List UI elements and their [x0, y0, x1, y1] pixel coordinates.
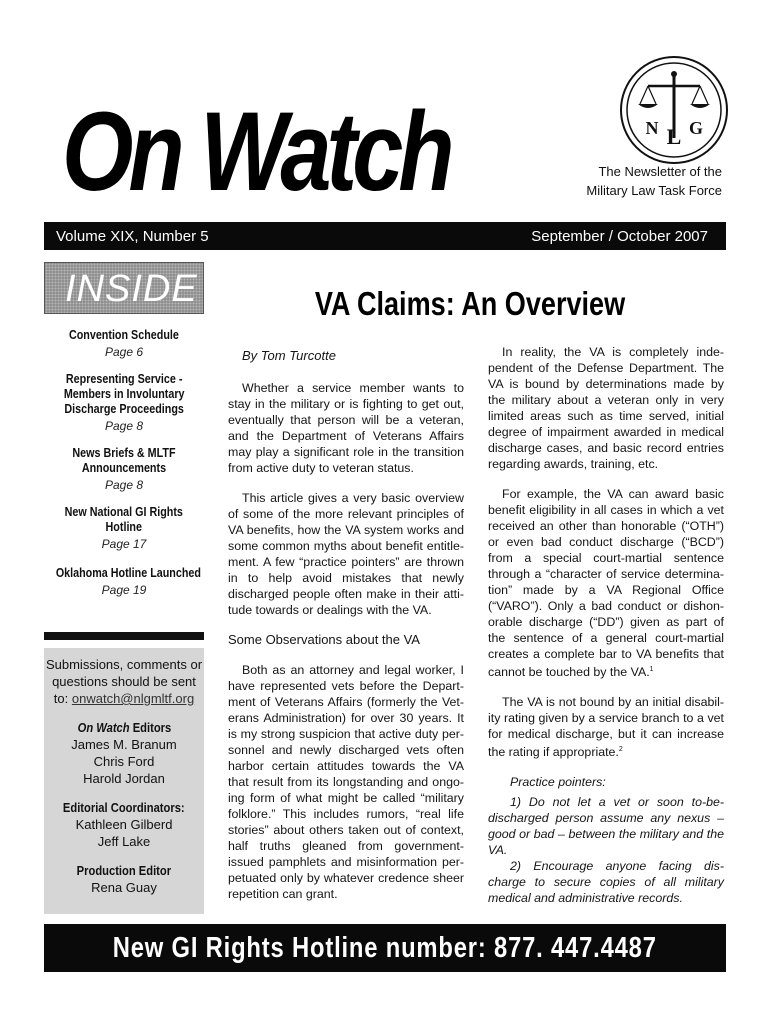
practice-pointer: 1) Do not let a vet or soon to-be-discharged person assume any nexus – good or bad – between the military and the VA. [488, 795, 724, 858]
volume-bar [44, 222, 726, 250]
toc-page: Page 19 [101, 583, 147, 597]
issue-date: September / October 2007 [531, 227, 708, 245]
toc-title [64, 372, 185, 417]
toc-page: Page 8 [104, 419, 144, 433]
production-name: Rena Guay [91, 880, 157, 895]
article-headline: VA Claims: An Overview [314, 285, 626, 322]
editors-heading-italic: On Watch [77, 720, 130, 735]
editor-name: James M. Branum [71, 737, 177, 752]
toc-title [72, 446, 175, 476]
toc-item-news-briefs[interactable] [44, 446, 204, 493]
tagline-line-1: The Newsletter of the [598, 164, 722, 179]
table-of-contents [44, 326, 204, 610]
toc-title: Convention Schedule [69, 328, 179, 342]
editor-name: Chris Ford [93, 754, 155, 769]
editors-heading [77, 719, 171, 736]
nlg-scales-logo-icon [618, 54, 730, 166]
toc-title: Oklahoma Hotline Launched [55, 566, 201, 580]
hotline-text: New GI Rights Hotline number: 877. 447.4487 [112, 932, 658, 964]
contact-box [44, 648, 204, 914]
contact-prefix: to: [53, 691, 72, 706]
toc-title-line: Representing Service - [65, 372, 183, 386]
toc-title [65, 505, 183, 535]
editor-name: Harold Jordan [83, 771, 165, 786]
toc-item-oklahoma[interactable] [44, 564, 204, 598]
svg-text:L: L [666, 124, 682, 149]
sidebar [44, 258, 204, 914]
production-heading: Production Editor [76, 863, 172, 878]
hotline-banner [44, 924, 726, 972]
toc-title-line: Announcements [81, 461, 167, 475]
paragraph-text: For example, the VA can award basic benefit eligibility in all cases in which a vet received an other than honorable (“OTH”) or even bad conduct discharge (“BCD”) from a special court-martial sentence through a “character of service determina-tion” made by a VA Regional Office (“VARO”). Only a bad conduct or dishon-orable discharge (“DD”) given as part of the sentence of a general court-martial creates a complete bar to VA benefits that cannot be touched by the VA. [488, 487, 724, 680]
editors-heading-rest: Editors [129, 720, 171, 735]
practice-pointer: 2) Encourage anyone facing dis-charge to secure copies of all military medical and administrative records. [488, 859, 724, 906]
contact-line: Submissions, comments or [45, 657, 203, 672]
toc-title-line: Hotline [105, 520, 143, 534]
toc-item-hotline[interactable] [44, 505, 204, 552]
paragraph: In reality, the VA is completely inde-pendent of the Defense Department. The VA is bound by determinations made by the military about a veteran only in very limited areas such as time served, initial degree of impairment awarded in medical discharge cases, and basic record entries regarding awards, training, etc. [488, 345, 724, 471]
tagline-line-2: Military Law Task Force [586, 183, 722, 198]
paragraph [488, 694, 724, 760]
svg-text:G: G [688, 118, 704, 138]
paragraph: This article gives a very basic overview of some of the more relevant principles of VA benefits, how the VA system works and some common myths about benefit entitle-ment. A few “practice pointers” are thrown in to help avoid mistakes that newly discharged people often make in their atti-tude towards or dealings with the VA. [228, 491, 464, 617]
footnote-ref[interactable]: 2 [618, 746, 623, 754]
toc-title-line: New National GI Rights [64, 505, 184, 519]
tagline [560, 162, 722, 200]
toc-page: Page 8 [104, 478, 144, 492]
toc-item-representing[interactable] [44, 372, 204, 434]
coordinator-name: Jeff Lake [97, 834, 151, 849]
paragraph-text: The VA is not bound by an initial disabil-ity rating given by a service branch to a vet for medical discharge, but it can increase the rating if appropriate. [488, 695, 724, 760]
contact-line [44, 690, 204, 707]
toc-page: Page 6 [104, 345, 144, 359]
coordinator-name: Kathleen Gilberd [75, 817, 173, 832]
toc-title-line: Members in Involuntary [63, 387, 185, 401]
toc-page: Page 17 [101, 537, 147, 551]
email-link[interactable]: onwatch@nlgmltf.org [71, 691, 195, 706]
paragraph: Whether a service member wants to stay in the military or is fighting to get out, eventually that person will be a veteran, and the Department of Veterans Affairs may play a significant role in the transition from active duty to veteran status. [228, 381, 464, 475]
article-column-1 [228, 344, 464, 916]
section-subhead: Some Observations about the VA [228, 632, 420, 647]
paragraph: Both as an attorney and legal worker, I have represented vets before the Depart-ment of Veterans Affairs (formerly the Vet-erans Administration) for over 30 years. It is my strong suspicion that active duty per-sonnel and newly discharged vets often harbor certain attitudes towards the VA that result from its longstanding and ongo-ing form of what might be called “military folklore.” This includes rumors, “real life stories” about others taken out of context, half truths gleaned from government-issued pamphlets and misinformation per-petuated only by whatever credence sheer repetition can grant. [228, 663, 464, 901]
volume-number: Volume XIX, Number 5 [56, 227, 209, 245]
footnote-ref[interactable]: 1 [649, 666, 654, 673]
paragraph [488, 486, 724, 680]
inside-label: INSIDE [65, 268, 198, 310]
byline: By Tom Turcotte [242, 348, 336, 363]
inside-banner [44, 262, 204, 314]
newsletter-title: On Watch [62, 89, 450, 214]
toc-title-line: Discharge Proceedings [64, 402, 184, 416]
toc-item-convention[interactable] [44, 326, 204, 360]
article-column-2 [488, 344, 724, 906]
coordinators-heading: Editorial Coordinators: [63, 800, 185, 815]
practice-pointers-heading: Practice pointers: [510, 775, 606, 790]
svg-text:N: N [645, 118, 659, 138]
sidebar-divider [44, 632, 204, 640]
toc-title-line: News Briefs & MLTF [72, 446, 176, 460]
contact-line: questions should be sent [52, 674, 196, 689]
